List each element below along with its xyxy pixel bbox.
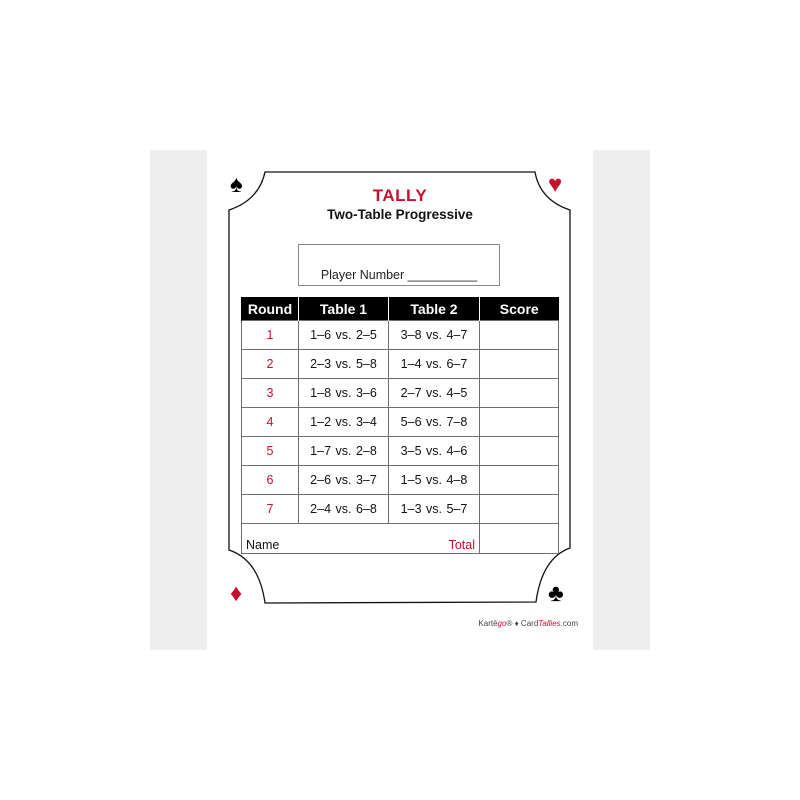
footer-credit [478, 619, 578, 628]
card-subtitle: Two-Table Progressive [327, 207, 473, 222]
diamond-icon: ♦ [230, 580, 243, 607]
brand-registered: ® [506, 619, 513, 628]
header-table-2: Table 2 [389, 297, 480, 321]
spade-icon: ♠ [230, 171, 243, 198]
table-row [242, 408, 559, 437]
table2-matchup: 3–5 vs. 4–6 [389, 437, 480, 466]
score-cell[interactable] [480, 379, 559, 408]
site-accent: Tallies [538, 619, 561, 628]
footer-diamond-icon: ♦ [514, 619, 519, 628]
table1-matchup: 2–4 vs. 6–8 [299, 495, 389, 524]
left-gray-strip [150, 150, 207, 650]
round-number: 1 [242, 321, 299, 350]
score-cell[interactable] [480, 350, 559, 379]
table-row [242, 466, 559, 495]
name-total-row [242, 524, 559, 554]
table1-matchup: 1–2 vs. 3–4 [299, 408, 389, 437]
round-number: 2 [242, 350, 299, 379]
score-cell[interactable] [480, 466, 559, 495]
round-number: 4 [242, 408, 299, 437]
table-row [242, 321, 559, 350]
score-cell[interactable] [480, 437, 559, 466]
card-title: TALLY [372, 186, 428, 205]
round-number: 5 [242, 437, 299, 466]
right-gray-strip [593, 150, 650, 650]
site-prefix: Card [520, 619, 539, 628]
tally-table [241, 297, 559, 554]
table1-matchup: 2–3 vs. 5–8 [299, 350, 389, 379]
total-score-cell[interactable] [480, 524, 559, 554]
table2-matchup: 1–5 vs. 4–8 [389, 466, 480, 495]
table1-matchup: 2–6 vs. 3–7 [299, 466, 389, 495]
table-header-row [242, 297, 559, 321]
table2-matchup: 1–3 vs. 5–7 [389, 495, 480, 524]
table-row [242, 379, 559, 408]
name-label: Name [246, 538, 280, 552]
brand-name-accent: go [497, 619, 507, 628]
player-number-box[interactable] [298, 244, 500, 286]
table-row [242, 495, 559, 524]
score-cell[interactable] [480, 321, 559, 350]
header-score: Score [480, 297, 559, 321]
score-cell[interactable] [480, 495, 559, 524]
header-round: Round [242, 297, 299, 321]
header-table-1: Table 1 [299, 297, 389, 321]
table2-matchup: 5–6 vs. 7–8 [389, 408, 480, 437]
total-label: Total [448, 538, 475, 552]
player-number-label: Player Number __________ [320, 268, 478, 282]
table2-matchup: 1–4 vs. 6–7 [389, 350, 480, 379]
table-row [242, 350, 559, 379]
score-cell[interactable] [480, 408, 559, 437]
table1-matchup: 1–7 vs. 2–8 [299, 437, 389, 466]
table2-matchup: 2–7 vs. 4–5 [389, 379, 480, 408]
heart-icon: ♥ [548, 171, 563, 198]
round-number: 6 [242, 466, 299, 495]
name-total-cell[interactable] [242, 524, 480, 554]
round-number: 7 [242, 495, 299, 524]
table-row [242, 437, 559, 466]
round-number: 3 [242, 379, 299, 408]
club-icon: ♣ [548, 580, 564, 607]
table1-matchup: 1–6 vs. 2–5 [299, 321, 389, 350]
site-suffix: .com [560, 619, 578, 628]
brand-name-prefix: Kartē [478, 619, 498, 628]
table1-matchup: 1–8 vs. 3–6 [299, 379, 389, 408]
table2-matchup: 3–8 vs. 4–7 [389, 321, 480, 350]
